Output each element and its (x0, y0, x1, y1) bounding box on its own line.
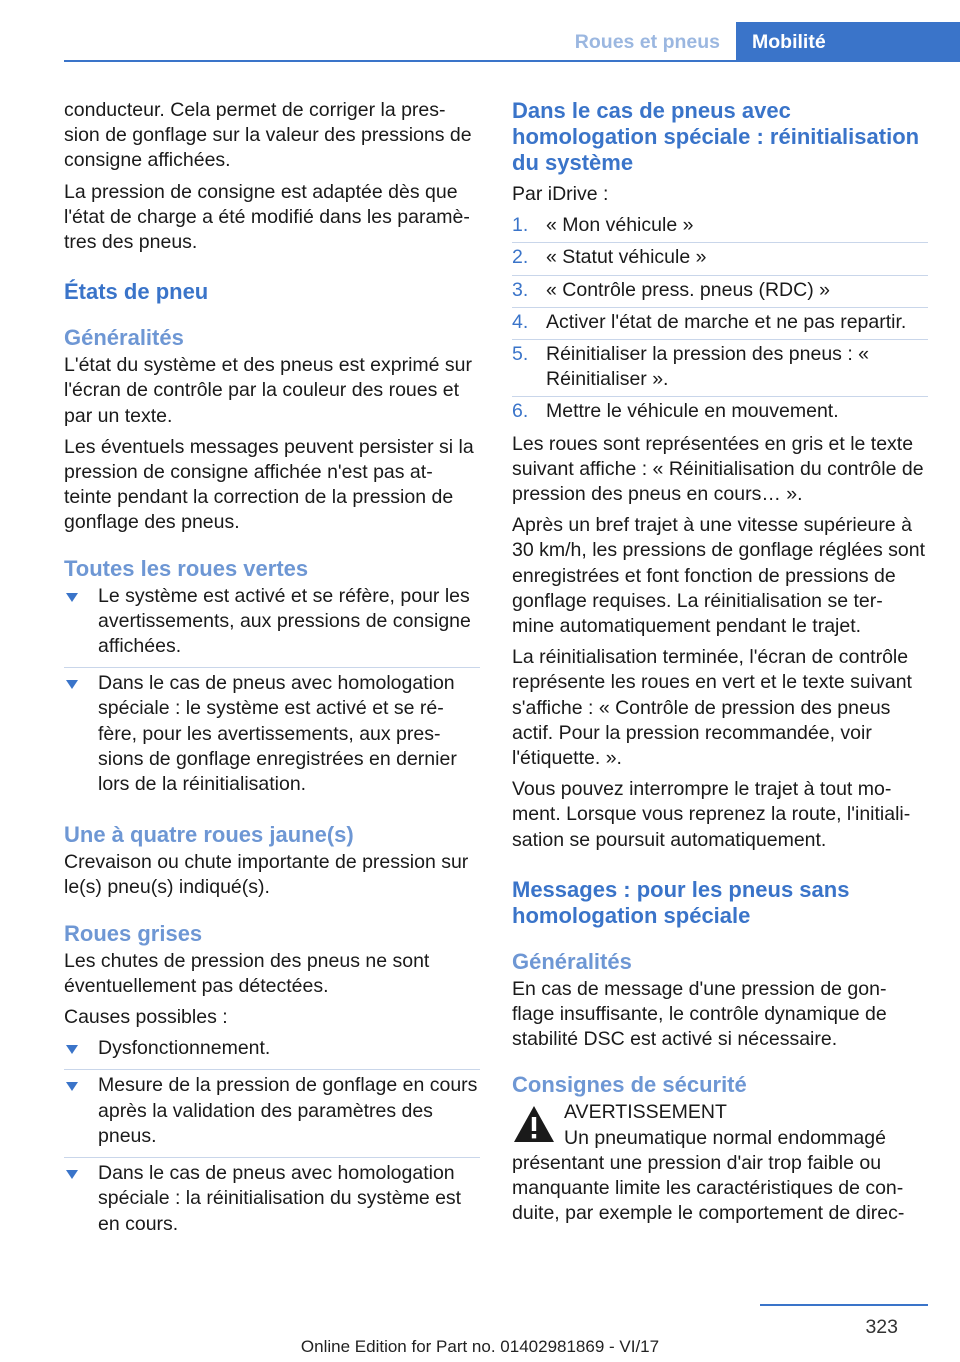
warning-text: Un pneumatique normal endommagé (564, 1126, 886, 1149)
warning-triangle-icon (512, 1104, 556, 1144)
page-number: 323 (865, 1316, 898, 1338)
left-column (64, 98, 480, 1249)
paragraph: En cas de message d'une pression de gon‐ flage insuffisante, le contrôle dynamique de stabilité DSC est activé si nécessaire. (512, 977, 887, 1051)
triangle-down-icon (66, 1045, 78, 1054)
warning-title: AVERTISSEMENT (564, 1101, 727, 1124)
footer-note: Online Edition for Part no. 01402981869 - VI/17 (300, 1337, 660, 1356)
warning-block (512, 1100, 928, 1226)
paragraph: Par iDrive : (512, 183, 609, 205)
list-item: Dysfonctionnement. (64, 1036, 480, 1066)
list-item: Dans le cas de pneus avec homologation spéciale : le système est activé et se ré‐ fère, pour les avertissements, aux pres‐ sions de gonflage enregistrées en dernier lors de la réinitialisation. (64, 671, 480, 802)
triangle-down-icon (66, 680, 78, 689)
paragraph: Crevaison ou chute importante de pression sur le(s) pneu(s) indiqué(s). (64, 851, 469, 899)
heading-general: Généralités (64, 325, 184, 351)
list-item: Dans le cas de pneus avec homologation spéciale : la réinitialisation du système est en cours. (64, 1161, 480, 1242)
list-item: 2. « Statut véhicule » (512, 245, 928, 273)
warning-text: présentant une pression d'air trop faible ou manquante limite les caractéristiques de con‐ duite, par exemple le comportement de direc‐ (512, 1151, 905, 1225)
heading-yellow: Une à quatre roues jaune(s) (64, 822, 354, 848)
heading-reinit: Dans le cas de pneus avec homologation spéciale : réinitialisation du système (512, 98, 920, 175)
grey-causes-list (64, 1036, 480, 1241)
list-item: Le système est activé et se réfère, pour les avertissements, aux pressions de consigne affichées. (64, 584, 480, 665)
green-list (64, 584, 480, 803)
paragraph: conducteur. Cela permet de corriger la pres‐ sion de gonflage sur la valeur des pressions de consigne affichées. (64, 99, 472, 172)
heading-general: Généralités (512, 948, 632, 974)
paragraph: Vous pouvez interrompre le trajet à tout mo‐ ment. Lorsque vous reprenez la route, l'initiali‐ sation se poursuit automatiquement. (512, 778, 911, 851)
heading-all-green: Toutes les roues vertes (64, 555, 309, 581)
list-item: 3. « Contrôle press. pneus (RDC) » (512, 278, 928, 306)
list-item: 5. Réinitialiser la pression des pneus : « Réinitialiser ». (512, 342, 928, 395)
heading-tire-states: États de pneu (64, 279, 209, 305)
paragraph: La réinitialisation terminée, l'écran de contrôle représente les roues en vert et le texte suivant s'affiche : « Contrôle de pression des pneus actif. Pour la pression recommandée, voir l'étiquette. ». (512, 646, 912, 770)
paragraph: Après un bref trajet à une vitesse supérieure à 30 km/h, les pressions de gonflage réglées sont enregistrées et font fonction de pressions de gonflage requises. La réinitialisation se ter‐ mine automatiquement pendant le trajet. (512, 514, 925, 638)
heading-messages: Messages : pour les pneus sans homologation spéciale (512, 876, 850, 928)
section-tab[interactable]: Roues et pneus (574, 31, 720, 53)
list-item: Mesure de la pression de gonflage en cours après la validation des paramètres des pneus. (64, 1073, 480, 1154)
paragraph: La pression de consigne est adaptée dès que l'état de charge a été modifié dans les paramè‐ tres des pneus. (64, 180, 470, 254)
page-header (64, 22, 960, 62)
triangle-down-icon (66, 1082, 78, 1091)
chapter-tab[interactable]: Mobilité (736, 22, 960, 62)
heading-grey: Roues grises (64, 920, 203, 946)
right-column (512, 98, 928, 1227)
list-item: 4. Activer l'état de marche et ne pas repartir. (512, 310, 928, 338)
header-rule (64, 60, 960, 62)
paragraph: Causes possibles : (64, 1006, 228, 1029)
list-item: 1. « Mon véhicule » (512, 213, 928, 241)
paragraph: Les éventuels messages peuvent persister si la pression de consigne affichée n'est pas at‐ teinte pendant la correction de la pression de gonflage des pneus. (64, 435, 474, 534)
steps-list (512, 213, 928, 427)
list-item: 6. Mettre le véhicule en mouvement. (512, 400, 839, 423)
triangle-down-icon (66, 1170, 78, 1179)
triangle-down-icon (66, 593, 78, 602)
paragraph: Les chutes de pression des pneus ne sont éventuellement pas détectées. (64, 949, 430, 997)
footer-rule (760, 1304, 928, 1306)
heading-safety: Consignes de sécurité (512, 1072, 747, 1098)
paragraph: L'état du système et des pneus est exprimé sur l'écran de contrôle par la couleur des roues et par un texte. (64, 354, 473, 427)
paragraph: Les roues sont représentées en gris et le texte suivant affiche : « Réinitialisation du contrôle de pression des pneus en cours… ». (512, 432, 924, 506)
